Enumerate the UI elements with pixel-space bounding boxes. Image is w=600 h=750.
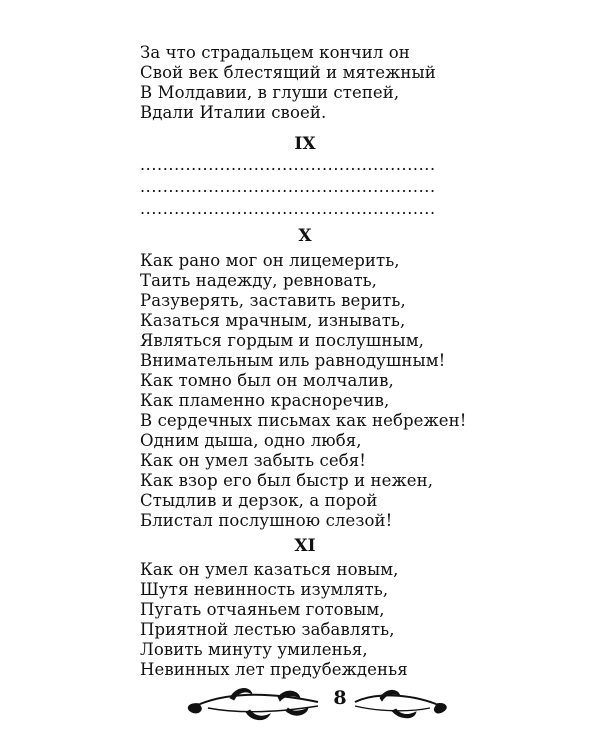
stanza-xi: [140, 560, 470, 680]
verse-line: Таить надежду, ревновать,: [140, 271, 378, 290]
verse-line: Являться гордым и послушным,: [140, 331, 424, 350]
verse-line: Блистал послушною слезой!: [140, 511, 393, 530]
verse-line: Свой век блестящий и мятежный: [140, 63, 436, 82]
verse-line: Как пламенно красноречив,: [140, 391, 390, 410]
flourish-ornament-icon: [160, 678, 450, 728]
verse-line: Казаться мрачным, изнывать,: [140, 311, 406, 330]
verse-line: Вдали Италии своей.: [140, 103, 327, 122]
verse-line: Как он умел казаться новым,: [140, 560, 399, 579]
stanza-heading-xi: XI: [294, 536, 316, 556]
verse-line: Одним дыша, одно любя,: [140, 431, 362, 450]
verse-line: В Молдавии, в глуши степей,: [140, 83, 400, 102]
omission-dots: ....................................................: [140, 155, 436, 174]
verse-line: За что страдальцем кончил он: [140, 43, 410, 62]
verse-line: Как рано мог он лицемерить,: [140, 251, 400, 270]
stanza-x: [140, 251, 470, 531]
verse-line: Ловить минуту умиленья,: [140, 640, 368, 659]
page-number: 8: [333, 687, 347, 709]
verse-line: Разуверять, заставить верить,: [140, 291, 406, 310]
verse-line: Пугать отчаяньем готовым,: [140, 600, 385, 619]
verse-line: Приятной лестью забавлять,: [140, 620, 395, 639]
stanza-heading-x: X: [298, 226, 312, 246]
verse-line: В сердечных письмах как небрежен!: [140, 411, 467, 430]
verse-line: Как взор его был быстр и нежен,: [140, 471, 434, 490]
omission-dots: ....................................................: [140, 199, 436, 218]
omission-dots: ....................................................: [140, 177, 436, 196]
verse-line: Как он умел забыть себя!: [140, 451, 367, 470]
verse-line: Внимательным иль равнодушным!: [140, 351, 446, 370]
stanza-ix-omitted: [140, 154, 470, 220]
stanza-heading-ix: IX: [294, 134, 316, 154]
verse-line: Как томно был он молчалив,: [140, 371, 394, 390]
verse-line: Стыдлив и дерзок, а порой: [140, 491, 378, 510]
stanza-continuation: [140, 43, 470, 123]
verse-line: Шутя невинность изумлять,: [140, 580, 389, 599]
verse-line: Невинных лет предубежденья: [140, 660, 408, 679]
